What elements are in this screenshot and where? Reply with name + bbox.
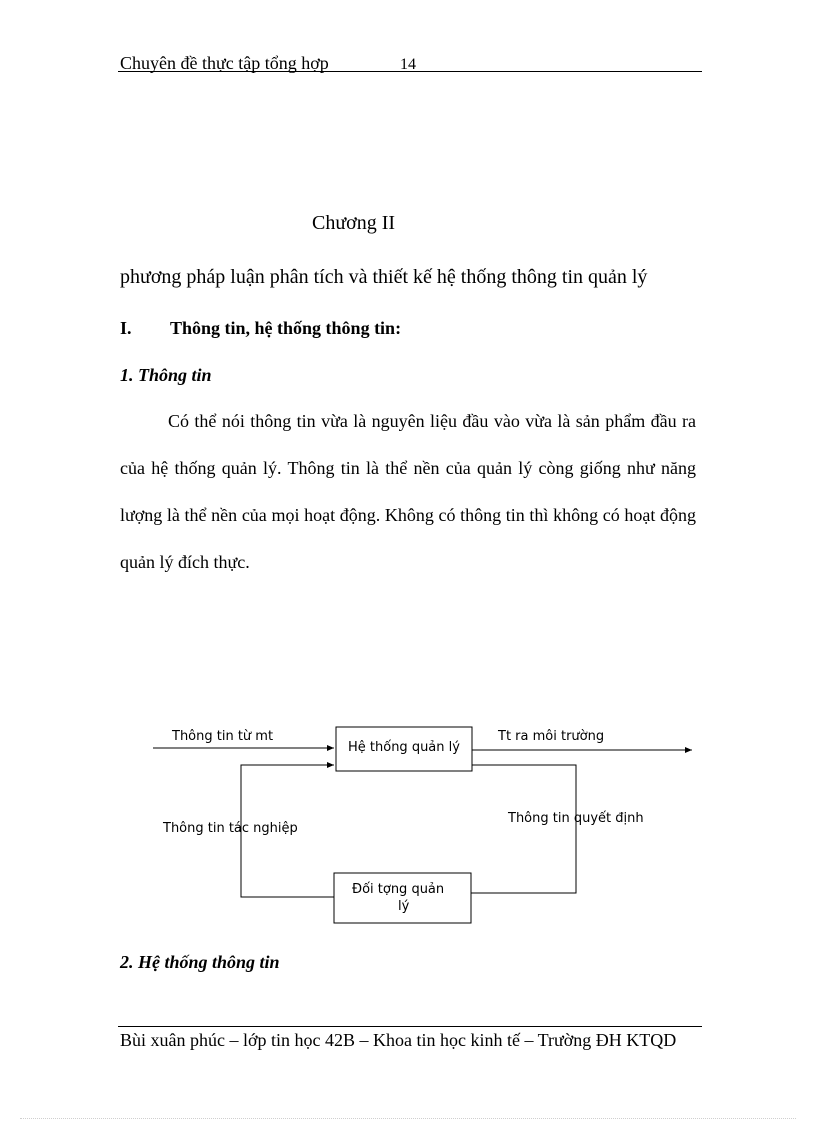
decision-line [471, 765, 576, 893]
section-number: I. [120, 318, 132, 338]
decision-info-label: Thông tin quyết định [508, 811, 644, 826]
output-label: Tt ra môi trường [498, 729, 605, 744]
subsection-2-title: 2. Hệ thống thông tin [120, 952, 280, 972]
page-edge-divider [20, 1118, 796, 1119]
subsection-1-paragraph: Có thể nói thông tin vừa là nguyên liệu đầu vào vừa là sản phẩm đầu ra của hệ thống quản lý. Thông tin là thể nền của quản lý còng giống như năng lượng là thể nền của mọi hoạt động. Không có thông tin thì không có hoạt động quản lý đích thực. [120, 411, 696, 572]
managed-object-label-line1: Đối tợng quản [352, 882, 445, 897]
header-title: Chuyên đề thực tập tổng hợp [120, 53, 329, 73]
management-system-label: Hệ thống quản lý [348, 740, 460, 755]
footer-text: Bùi xuân phúc – lớp tin học 42B – Khoa tin học kinh tế – Trường ĐH KTQD [120, 1030, 677, 1050]
input-label: Thông tin từ mt [172, 729, 274, 744]
section-title: Thông tin, hệ thống thông tin: [170, 318, 402, 338]
footer-rule [118, 1026, 702, 1027]
chapter-label: Chương II [312, 212, 396, 234]
subsection-1-title: 1. Thông tin [120, 365, 212, 385]
page-number: 14 [400, 56, 416, 73]
chapter-title: phương pháp luận phân tích và thiết kế hệ thống thông tin quản lý [120, 266, 648, 288]
managed-object-box [334, 873, 471, 923]
operational-info-label: Thông tin tác nghiệp [163, 821, 298, 836]
managed-object-label-line2: lý [398, 899, 410, 914]
